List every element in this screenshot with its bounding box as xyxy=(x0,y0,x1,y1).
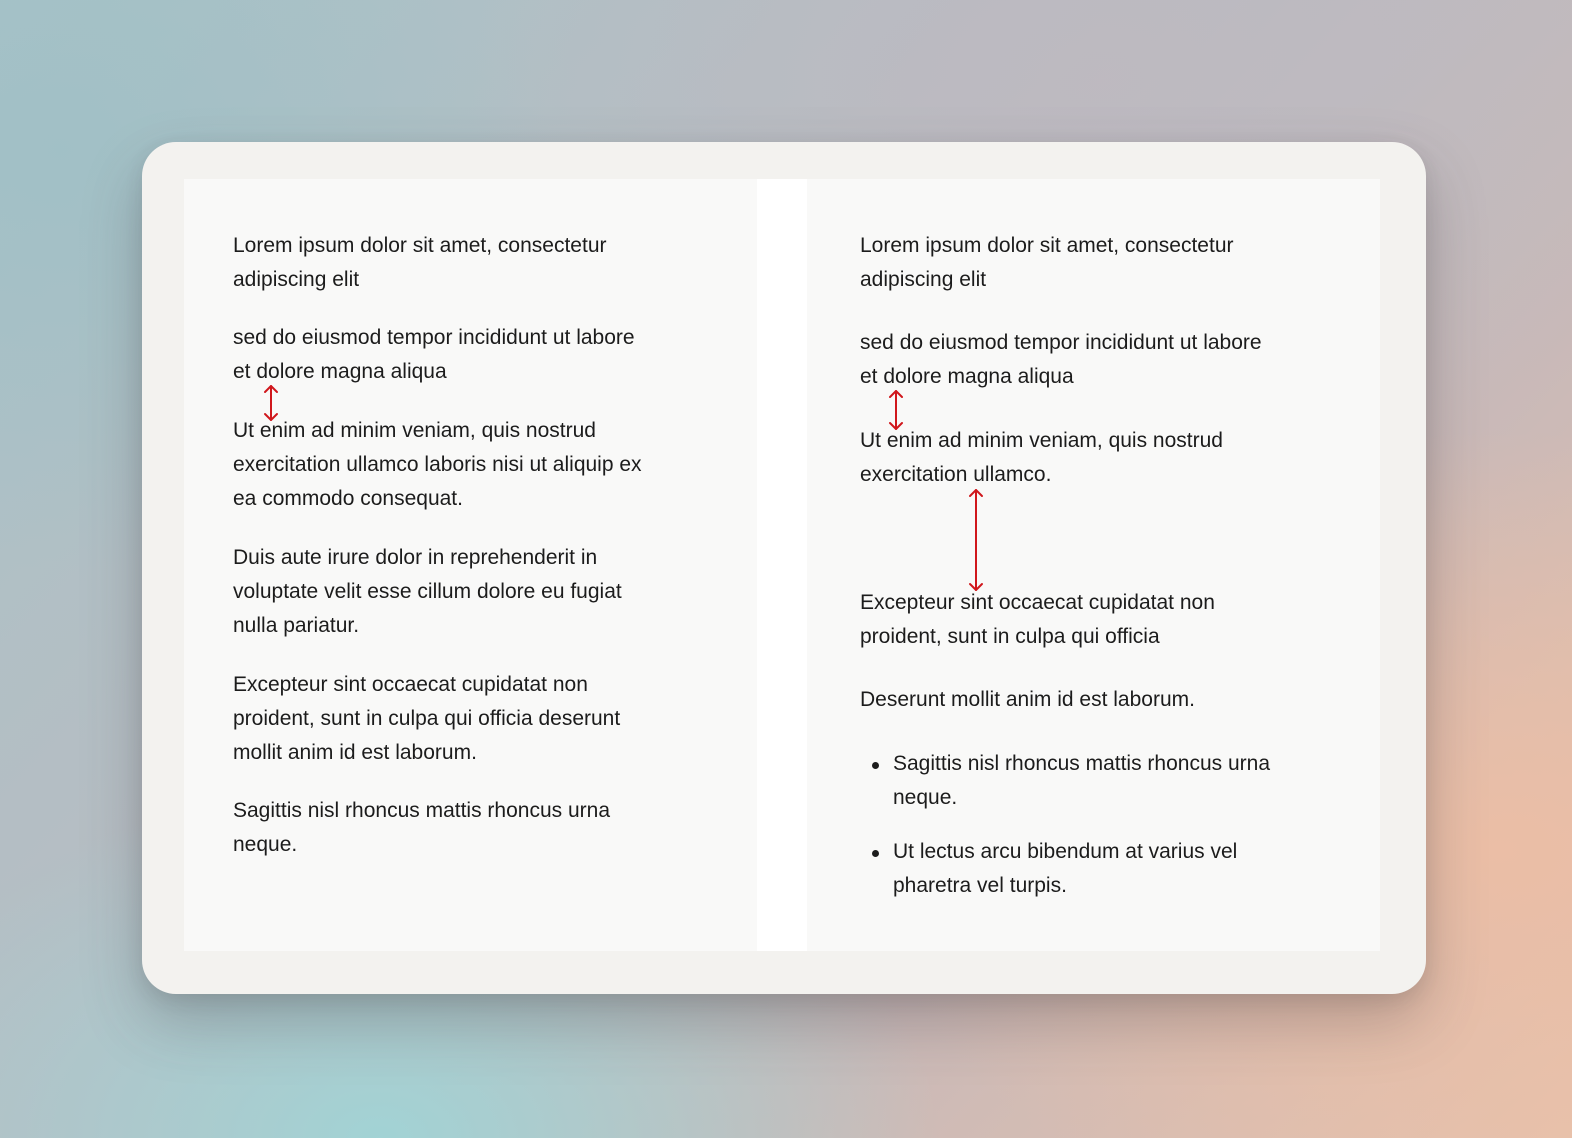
text-line: proident, sunt in culpa qui officia xyxy=(860,625,1160,648)
double-headed-arrow-icon xyxy=(262,384,280,422)
double-headed-arrow-icon xyxy=(967,488,985,592)
left-paragraph-6 xyxy=(233,794,610,862)
text-line: adipiscing elit xyxy=(860,268,987,291)
bullet-dot-icon xyxy=(872,850,879,857)
text-line: et dolore magna aliqua xyxy=(233,360,447,383)
left-paragraph-3 xyxy=(233,414,642,516)
text-line: Lorem ipsum dolor sit amet, consectetur xyxy=(233,234,607,257)
text-line: nulla pariatur. xyxy=(233,614,360,637)
text-line: Duis aute irure dolor in reprehenderit in xyxy=(233,546,598,569)
text-line: Ut enim ad minim veniam, quis nostrud xyxy=(860,429,1223,452)
right-paragraph-1 xyxy=(860,229,1234,297)
text-line: et dolore magna aliqua xyxy=(860,365,1074,388)
right-paragraph-3 xyxy=(860,424,1223,492)
text-line: Deserunt mollit anim id est laborum. xyxy=(860,688,1195,711)
text-line: voluptate velit esse cillum dolore eu fugiat xyxy=(233,580,622,603)
text-line: pharetra vel turpis. xyxy=(893,874,1067,897)
text-line: Ut lectus arcu bibendum at varius vel xyxy=(893,840,1238,863)
text-line: Sagittis nisl rhoncus mattis rhoncus urna xyxy=(893,752,1271,775)
bullet-item-1 xyxy=(860,747,1270,815)
left-paragraph-1 xyxy=(233,229,607,297)
text-line: Lorem ipsum dolor sit amet, consectetur xyxy=(860,234,1234,257)
bullet-dot-icon xyxy=(872,762,879,769)
text-line: ea commodo consequat. xyxy=(233,487,463,510)
column-gutter xyxy=(757,179,807,951)
text-line: Excepteur sint occaecat cupidatat non xyxy=(233,673,588,696)
text-line: sed do eiusmod tempor incididunt ut labore xyxy=(233,326,635,349)
double-headed-arrow-icon xyxy=(887,389,905,431)
left-paragraph-2 xyxy=(233,321,635,389)
text-line: sed do eiusmod tempor incididunt ut labore xyxy=(860,331,1262,354)
text-line: mollit anim id est laborum. xyxy=(233,741,477,764)
left-paragraph-4 xyxy=(233,541,622,643)
right-paragraph-2 xyxy=(860,326,1262,394)
text-line: adipiscing elit xyxy=(233,268,360,291)
text-line: neque. xyxy=(233,833,298,856)
text-line: proident, sunt in culpa qui officia deserunt xyxy=(233,707,621,730)
text-line: Sagittis nisl rhoncus mattis rhoncus urna xyxy=(233,799,611,822)
text-line: exercitation ullamco laboris nisi ut aliquip ex xyxy=(233,453,642,476)
bullet-item-2 xyxy=(860,835,1237,903)
left-paragraph-5 xyxy=(233,668,620,770)
text-line: Excepteur sint occaecat cupidatat non xyxy=(860,591,1215,614)
text-line: Ut enim ad minim veniam, quis nostrud xyxy=(233,419,596,442)
right-paragraph-4 xyxy=(860,586,1215,654)
text-line: exercitation ullamco. xyxy=(860,463,1052,486)
right-paragraph-5 xyxy=(860,683,1195,717)
text-line: neque. xyxy=(893,786,958,809)
